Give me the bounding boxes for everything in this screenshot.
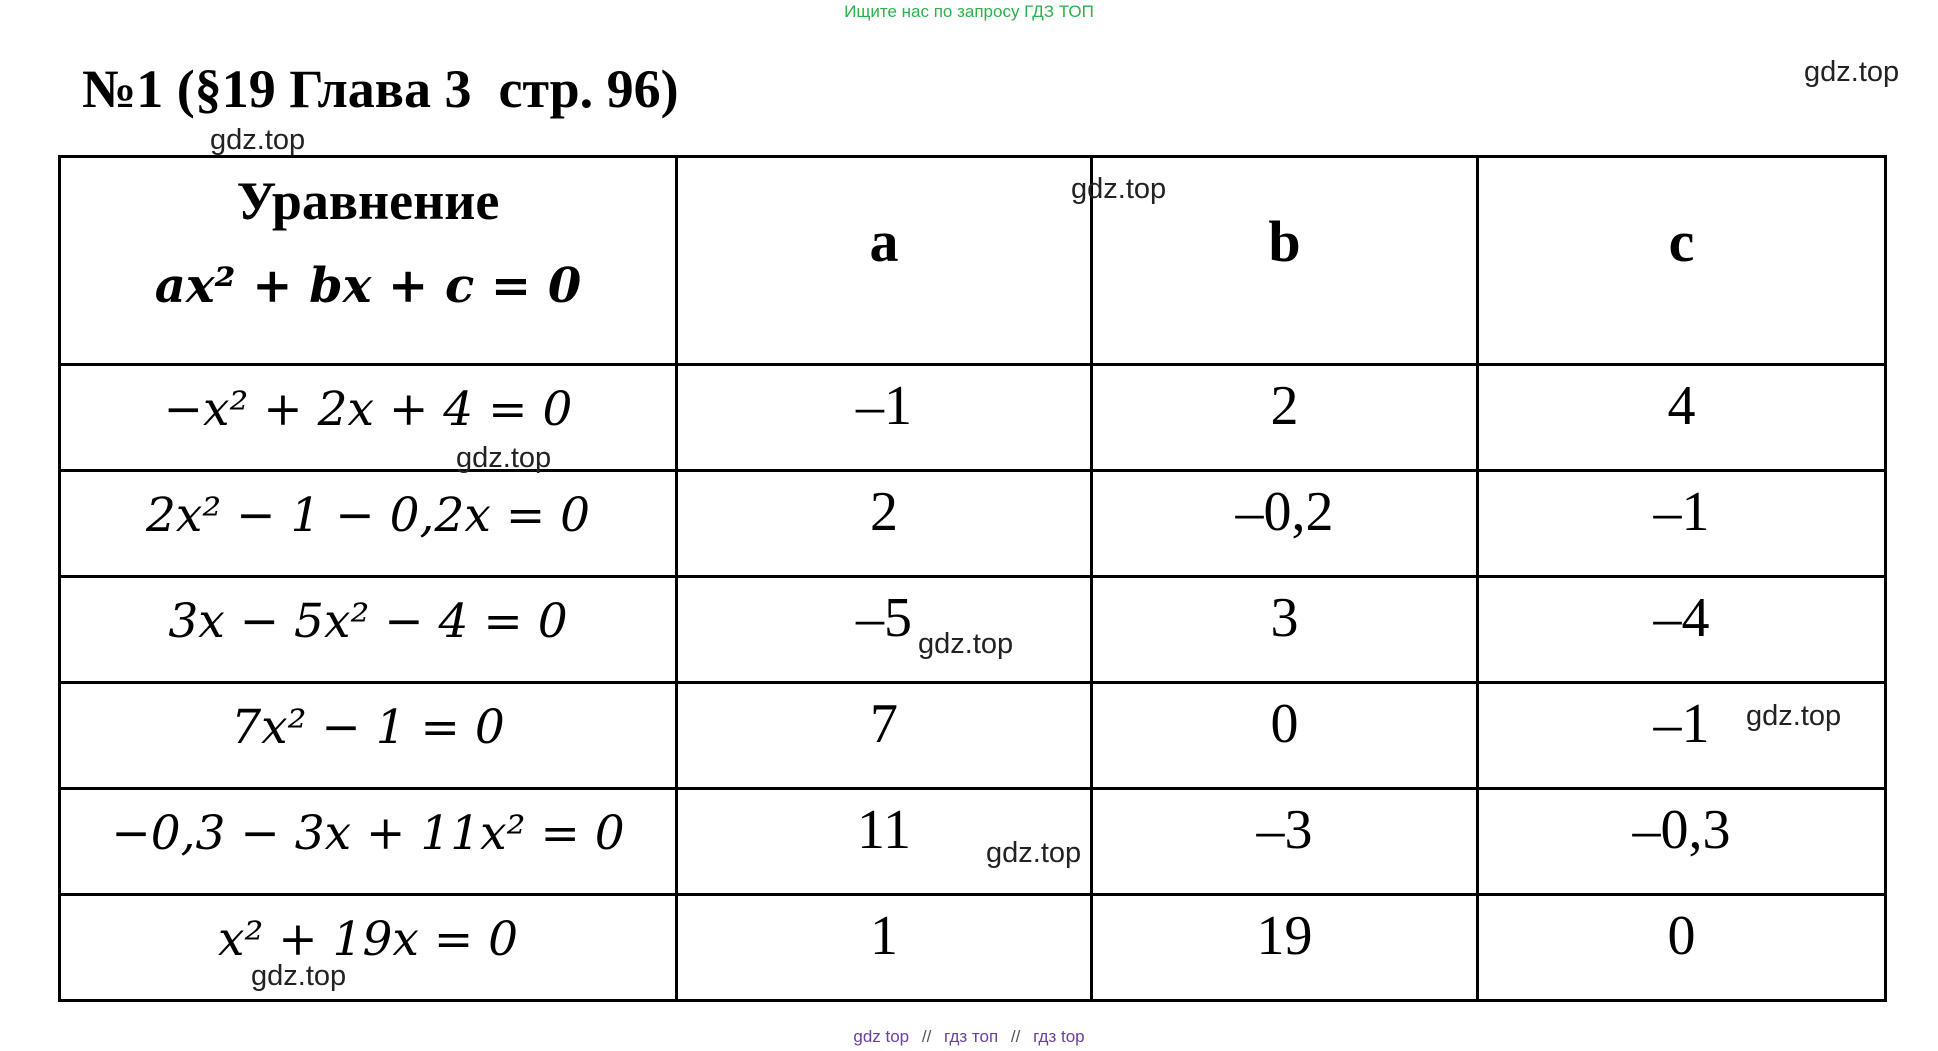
a-cell xyxy=(677,471,1092,577)
equation-cell xyxy=(60,577,677,683)
watermark: gdz.top xyxy=(456,442,552,474)
page-title: №1 (§19 Глава 3 стр. 96) xyxy=(82,59,679,119)
c-cell xyxy=(1478,789,1886,895)
a-value: 1 xyxy=(870,905,898,967)
top-banner: Ищите нас по запросу ГДЗ ТОП xyxy=(844,2,1094,21)
a-cell xyxy=(677,577,1092,683)
equation-text: 3x − 5x² − 4 = 0 xyxy=(168,594,568,649)
b-value: 0 xyxy=(1270,693,1299,755)
header-b-label: b xyxy=(1268,209,1301,274)
table-header-row xyxy=(60,157,1886,365)
watermark: gdz.top xyxy=(251,960,347,992)
b-cell xyxy=(1092,895,1478,1001)
a-value: 7 xyxy=(870,693,898,755)
coefficients-table xyxy=(58,155,1887,1002)
watermark: gdz.top xyxy=(1746,700,1842,732)
c-cell xyxy=(1478,895,1886,1001)
c-value: –4 xyxy=(1653,587,1710,649)
table-row xyxy=(60,789,1886,895)
footer-link[interactable]: gdz top xyxy=(853,1027,910,1046)
a-value: –5 xyxy=(856,587,912,649)
c-value: 0 xyxy=(1667,905,1696,967)
b-value: 19 xyxy=(1256,905,1313,967)
c-value: 4 xyxy=(1667,375,1696,437)
c-value: –1 xyxy=(1653,481,1710,543)
footer-links xyxy=(0,1027,1938,1047)
equation-cell xyxy=(60,683,677,789)
equation-text: x² + 19x = 0 xyxy=(217,912,519,967)
header-a-label: a xyxy=(869,209,899,274)
b-cell xyxy=(1092,471,1478,577)
footer-link[interactable]: гдз топ xyxy=(944,1027,999,1046)
equation-text: 2x² − 1 − 0,2x = 0 xyxy=(145,488,591,543)
a-value: –1 xyxy=(856,375,912,437)
watermark: gdz.top xyxy=(1071,173,1167,205)
b-value: –0,2 xyxy=(1235,481,1334,543)
table-row xyxy=(60,471,1886,577)
a-cell xyxy=(677,683,1092,789)
watermark: gdz.top xyxy=(210,124,306,156)
b-cell xyxy=(1092,683,1478,789)
c-cell xyxy=(1478,577,1886,683)
b-cell xyxy=(1092,365,1478,471)
c-cell xyxy=(1478,471,1886,577)
c-cell xyxy=(1478,365,1886,471)
c-value: –0,3 xyxy=(1632,799,1731,861)
b-value: 2 xyxy=(1270,375,1299,437)
b-cell xyxy=(1092,577,1478,683)
table-row xyxy=(60,365,1886,471)
equation-cell xyxy=(60,789,677,895)
footer-separator: // xyxy=(1010,1027,1021,1046)
watermark: gdz.top xyxy=(1804,56,1900,88)
header-c-label: c xyxy=(1668,209,1695,274)
equation-cell xyxy=(60,895,677,1001)
footer-link[interactable]: гдз top xyxy=(1033,1027,1085,1046)
a-value: 2 xyxy=(870,481,898,543)
header-equation-form: ax² + bx + c = 0 xyxy=(154,258,582,314)
header-a-cell xyxy=(677,157,1092,365)
equation-text: −0,3 − 3x + 11x² = 0 xyxy=(111,806,625,861)
footer-separator: // xyxy=(921,1027,932,1046)
a-cell xyxy=(677,365,1092,471)
header-equation-cell xyxy=(60,157,677,365)
b-value: 3 xyxy=(1270,587,1299,649)
watermark: gdz.top xyxy=(918,628,1014,660)
watermark: gdz.top xyxy=(986,837,1082,869)
c-cell xyxy=(1478,683,1886,789)
equation-cell xyxy=(60,471,677,577)
b-cell xyxy=(1092,789,1478,895)
b-value: –3 xyxy=(1256,799,1313,861)
table-row xyxy=(60,683,1886,789)
header-equation-title: Уравнение xyxy=(236,171,500,231)
equation-text: 7x² − 1 = 0 xyxy=(231,700,505,755)
header-c-cell xyxy=(1478,157,1886,365)
a-value: 11 xyxy=(857,799,911,861)
equation-cell xyxy=(60,365,677,471)
c-value: –1 xyxy=(1653,693,1710,755)
a-cell xyxy=(677,895,1092,1001)
equation-text: −x² + 2x + 4 = 0 xyxy=(163,382,573,437)
